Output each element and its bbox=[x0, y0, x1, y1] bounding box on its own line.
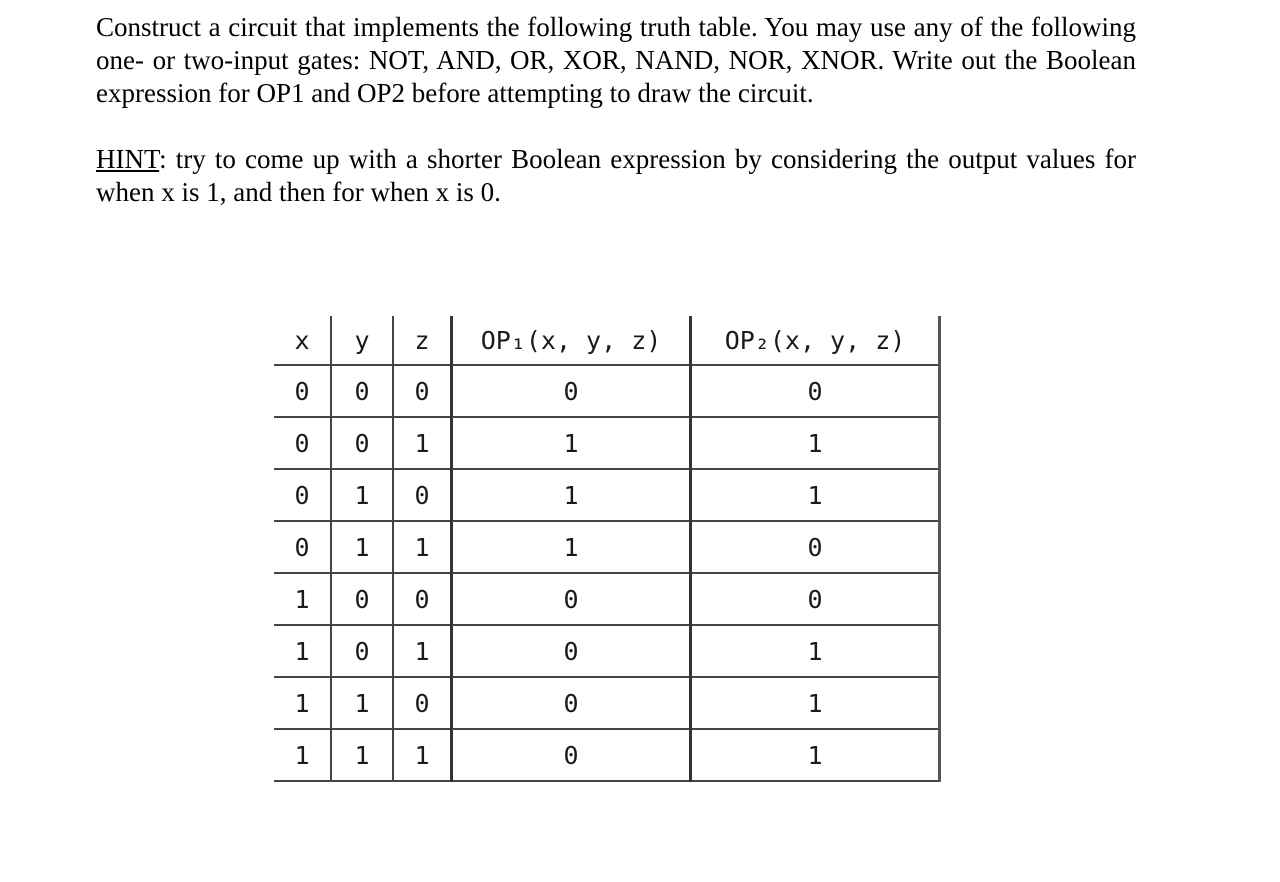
cell-x: 0 bbox=[274, 521, 331, 573]
cell-x: 0 bbox=[274, 365, 331, 417]
header-op2: OP₂(x, y, z) bbox=[691, 316, 940, 365]
cell-x: 1 bbox=[274, 573, 331, 625]
cell-z: 0 bbox=[393, 573, 452, 625]
cell-op1: 1 bbox=[452, 417, 691, 469]
instructions-paragraph: Construct a circuit that implements the following truth table. You may use any of the following one- or two-input gates: NOT, AND, OR, XOR, NAND, NOR, XNOR. Write out the Boolean expression for OP1 and OP2 before attempting to draw the circuit. bbox=[96, 12, 1136, 108]
cell-x: 0 bbox=[274, 417, 331, 469]
table-row bbox=[274, 521, 940, 573]
cell-y: 1 bbox=[331, 469, 393, 521]
cell-op2: 0 bbox=[691, 573, 940, 625]
table-row bbox=[274, 729, 940, 781]
cell-x: 1 bbox=[274, 729, 331, 781]
cell-z: 1 bbox=[393, 417, 452, 469]
cell-z: 0 bbox=[393, 365, 452, 417]
table-row bbox=[274, 365, 940, 417]
cell-z: 0 bbox=[393, 677, 452, 729]
header-y: y bbox=[331, 316, 393, 365]
header-x: x bbox=[274, 316, 331, 365]
cell-x: 1 bbox=[274, 625, 331, 677]
header-z: z bbox=[393, 316, 452, 365]
cell-op2: 1 bbox=[691, 677, 940, 729]
cell-x: 1 bbox=[274, 677, 331, 729]
cell-y: 0 bbox=[331, 365, 393, 417]
cell-op2: 1 bbox=[691, 729, 940, 781]
cell-y: 1 bbox=[331, 729, 393, 781]
cell-op1: 1 bbox=[452, 521, 691, 573]
cell-op2: 1 bbox=[691, 469, 940, 521]
cell-z: 1 bbox=[393, 521, 452, 573]
hint-paragraph bbox=[96, 143, 1136, 209]
cell-op1: 0 bbox=[452, 573, 691, 625]
cell-op1: 0 bbox=[452, 365, 691, 417]
cell-z: 1 bbox=[393, 625, 452, 677]
cell-op2: 0 bbox=[691, 521, 940, 573]
table-header-row bbox=[274, 316, 940, 365]
cell-z: 1 bbox=[393, 729, 452, 781]
table-row bbox=[274, 573, 940, 625]
cell-op1: 0 bbox=[452, 729, 691, 781]
cell-op2: 1 bbox=[691, 417, 940, 469]
cell-op1: 1 bbox=[452, 469, 691, 521]
table-row bbox=[274, 469, 940, 521]
table-row bbox=[274, 417, 940, 469]
cell-y: 1 bbox=[331, 521, 393, 573]
cell-z: 0 bbox=[393, 469, 452, 521]
cell-op2: 1 bbox=[691, 625, 940, 677]
cell-op1: 0 bbox=[452, 625, 691, 677]
table-row bbox=[274, 677, 940, 729]
cell-y: 0 bbox=[331, 417, 393, 469]
cell-op2: 0 bbox=[691, 365, 940, 417]
cell-op1: 0 bbox=[452, 677, 691, 729]
header-op1: OP₁(x, y, z) bbox=[452, 316, 691, 365]
cell-y: 1 bbox=[331, 677, 393, 729]
cell-y: 0 bbox=[331, 625, 393, 677]
cell-x: 0 bbox=[274, 469, 331, 521]
table-row bbox=[274, 625, 940, 677]
hint-text: : try to come up with a shorter Boolean expression by considering the output values for when x is 1, and then for when x is 0. bbox=[96, 144, 1136, 207]
hint-label: HINT bbox=[96, 144, 160, 174]
truth-table bbox=[274, 316, 941, 782]
cell-y: 0 bbox=[331, 573, 393, 625]
